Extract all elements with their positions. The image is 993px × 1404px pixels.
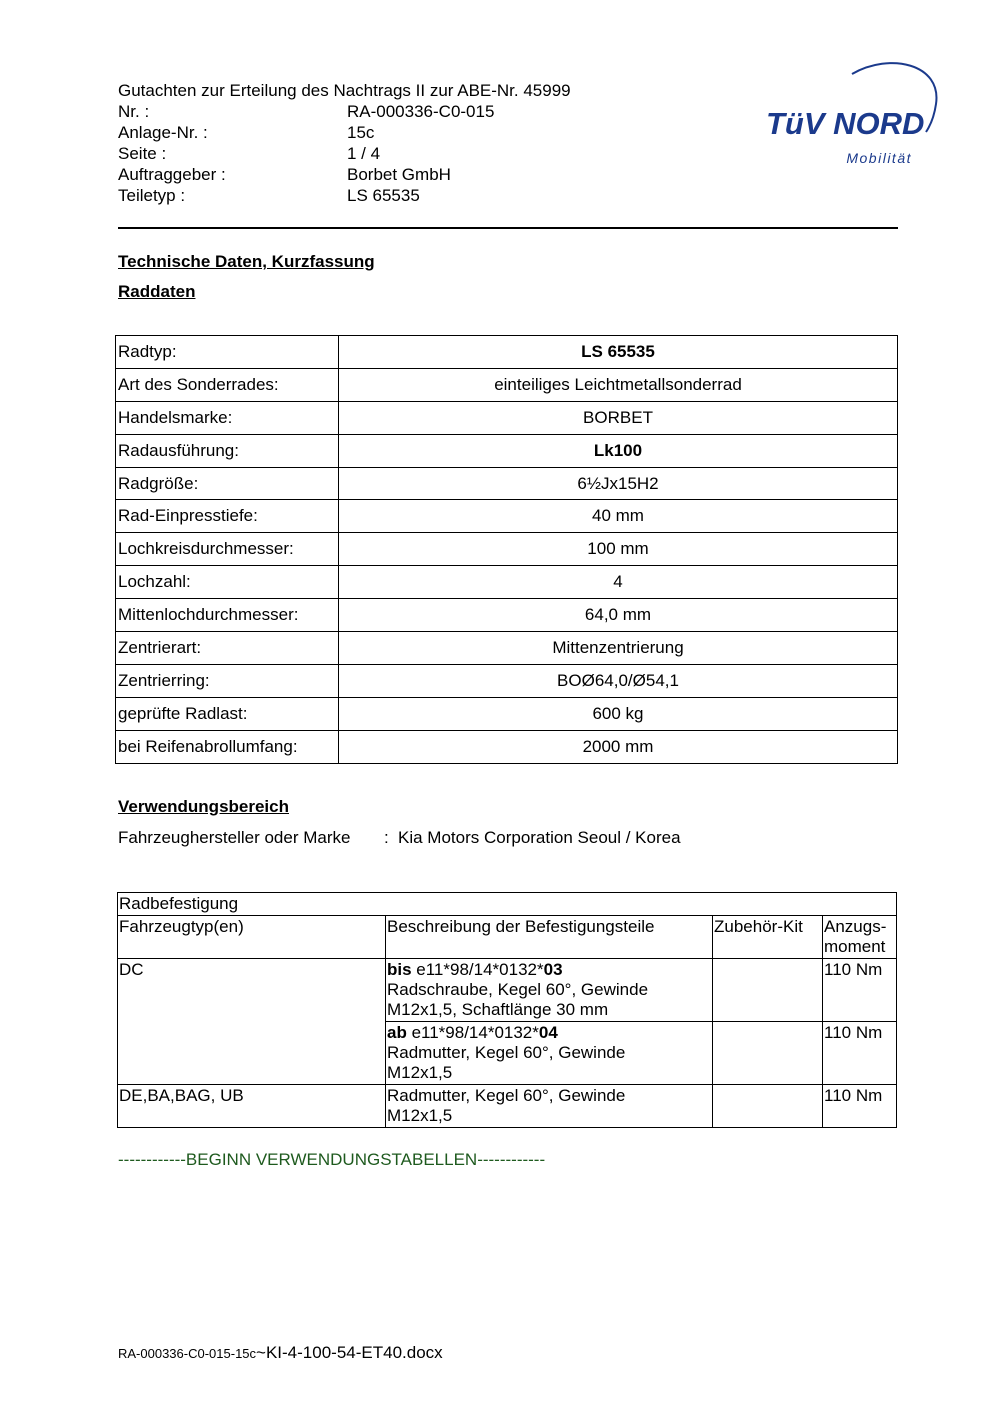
header-row-auftraggeber	[118, 164, 571, 185]
tuev-nord-logo	[760, 56, 940, 176]
value-cell: 4	[339, 566, 898, 599]
label-cell: Zentrierart:	[116, 632, 339, 665]
logo-brand: TüV NORD	[766, 106, 925, 141]
table-row	[116, 664, 898, 697]
header-divider	[118, 227, 898, 229]
value-cell: 100 mm	[339, 533, 898, 566]
value-cell: 64,0 mm	[339, 599, 898, 632]
value-cell: LS 65535	[339, 336, 898, 369]
column-header-line: moment	[824, 937, 886, 956]
manufacturer-value: Kia Motors Corporation Seoul / Korea	[398, 828, 681, 847]
tables-begin-marker: ------------BEGINN VERWENDUNGSTABELLEN------------	[118, 1150, 546, 1169]
description-line: M12x1,5	[387, 1063, 453, 1082]
header-key: Seite :	[118, 144, 167, 163]
table-row	[116, 401, 898, 434]
description-cell	[386, 1085, 713, 1128]
value-cell: BOØ64,0/Ø54,1	[339, 664, 898, 697]
approval-code-suffix: 03	[543, 960, 563, 979]
label-cell: bei Reifenabrollumfang:	[116, 730, 339, 763]
value-cell: 40 mm	[339, 500, 898, 533]
approval-code-suffix: 04	[538, 1023, 558, 1042]
section-heading-verwendungsbereich: Verwendungsbereich	[118, 797, 289, 816]
header-key: Nr. :	[118, 102, 150, 121]
label-cell: Lochzahl:	[116, 566, 339, 599]
header-value: 15c	[347, 123, 375, 142]
label-cell: Handelsmarke:	[116, 401, 339, 434]
table-row	[116, 632, 898, 665]
footer-doc-number: RA-000336-C0-015-15c	[118, 1346, 257, 1361]
kit-cell	[713, 1085, 823, 1128]
description-cell	[386, 959, 713, 1022]
value-cell: 2000 mm	[339, 730, 898, 763]
table-row	[116, 697, 898, 730]
document-title: Gutachten zur Erteilung des Nachtrags II zur ABE-Nr. 45999	[118, 81, 571, 100]
value-cell: BORBET	[339, 401, 898, 434]
value-cell: 600 kg	[339, 697, 898, 730]
radbefestigung-table	[117, 892, 897, 1128]
table-row	[118, 1085, 897, 1128]
vehicle-type-cell: DC	[118, 959, 386, 1085]
table-title: Radbefestigung	[118, 893, 897, 916]
vehicle-type-cell: DE,BA,BAG, UB	[118, 1085, 386, 1128]
table-row	[116, 368, 898, 401]
description-line: Radmutter, Kegel 60°, Gewinde	[387, 1043, 626, 1062]
column-header: Zubehör-Kit	[713, 916, 823, 959]
value-cell: einteiliges Leichtmetallsonderrad	[339, 368, 898, 401]
table-row	[116, 730, 898, 763]
torque-cell: 110 Nm	[823, 1022, 897, 1085]
label-cell: Mittenlochdurchmesser:	[116, 599, 339, 632]
table-row	[116, 467, 898, 500]
range-prefix: bis	[387, 960, 412, 979]
header-key: Teiletyp :	[118, 186, 186, 205]
label-cell: Radtyp:	[116, 336, 339, 369]
header-value: LS 65535	[347, 186, 420, 205]
table-row	[116, 434, 898, 467]
description-line: Radmutter, Kegel 60°, Gewinde	[387, 1086, 626, 1105]
header-key: Anlage-Nr. :	[118, 123, 208, 142]
table-title-row	[118, 893, 897, 916]
table-row	[116, 500, 898, 533]
label-cell: Rad-Einpresstiefe:	[116, 500, 339, 533]
header-row-anlage	[118, 122, 571, 143]
column-header: Beschreibung der Befestigungsteile	[386, 916, 713, 959]
header-value: Borbet GmbH	[347, 165, 451, 184]
verwendungsbereich-line	[118, 828, 681, 848]
range-prefix: ab	[387, 1023, 407, 1042]
table-row	[116, 533, 898, 566]
footer-doc-suffix: ~KI-4-100-54-ET40.docx	[256, 1343, 443, 1362]
table-row	[118, 959, 897, 1022]
table-header-row	[118, 916, 897, 959]
manufacturer-label: Fahrzeughersteller oder Marke	[118, 828, 351, 847]
column-header	[823, 916, 897, 959]
column-header: Fahrzeugtyp(en)	[118, 916, 386, 959]
label-cell: Radausführung:	[116, 434, 339, 467]
header-value: RA-000336-C0-015	[347, 102, 495, 121]
description-line: M12x1,5, Schaftlänge 30 mm	[387, 1000, 609, 1019]
value-cell: Mittenzentrierung	[339, 632, 898, 665]
label-cell: Radgröße:	[116, 467, 339, 500]
document-header	[118, 80, 571, 206]
label-cell: geprüfte Radlast:	[116, 697, 339, 730]
table-row	[116, 336, 898, 369]
header-value: 1 / 4	[347, 144, 381, 163]
manufacturer-separator: :	[384, 828, 389, 847]
footer-filename	[118, 1343, 443, 1363]
approval-code: e11*98/14*0132*	[406, 1023, 539, 1042]
logo-subtitle: Mobilität	[846, 150, 912, 166]
torque-cell: 110 Nm	[823, 1085, 897, 1128]
section-heading-technische-daten: Technische Daten, Kurzfassung	[118, 252, 375, 271]
header-key: Auftraggeber :	[118, 165, 226, 184]
label-cell: Lochkreisdurchmesser:	[116, 533, 339, 566]
raddaten-table	[115, 335, 898, 764]
label-cell: Art des Sonderrades:	[116, 368, 339, 401]
approval-code: e11*98/14*0132*	[411, 960, 544, 979]
description-cell	[386, 1022, 713, 1085]
header-row-teiletyp	[118, 185, 571, 206]
description-line: Radschraube, Kegel 60°, Gewinde	[387, 980, 649, 999]
description-line: M12x1,5	[387, 1106, 453, 1125]
column-header-line: Anzugs-	[824, 917, 887, 936]
value-cell: 6½Jx15H2	[339, 467, 898, 500]
value-cell: Lk100	[339, 434, 898, 467]
kit-cell	[713, 1022, 823, 1085]
torque-cell: 110 Nm	[823, 959, 897, 1022]
table-row	[116, 566, 898, 599]
section-heading-raddaten: Raddaten	[118, 282, 196, 301]
kit-cell	[713, 959, 823, 1022]
label-cell: Zentrierring:	[116, 664, 339, 697]
header-row-nr	[118, 101, 571, 122]
table-row	[116, 599, 898, 632]
header-row-seite	[118, 143, 571, 164]
